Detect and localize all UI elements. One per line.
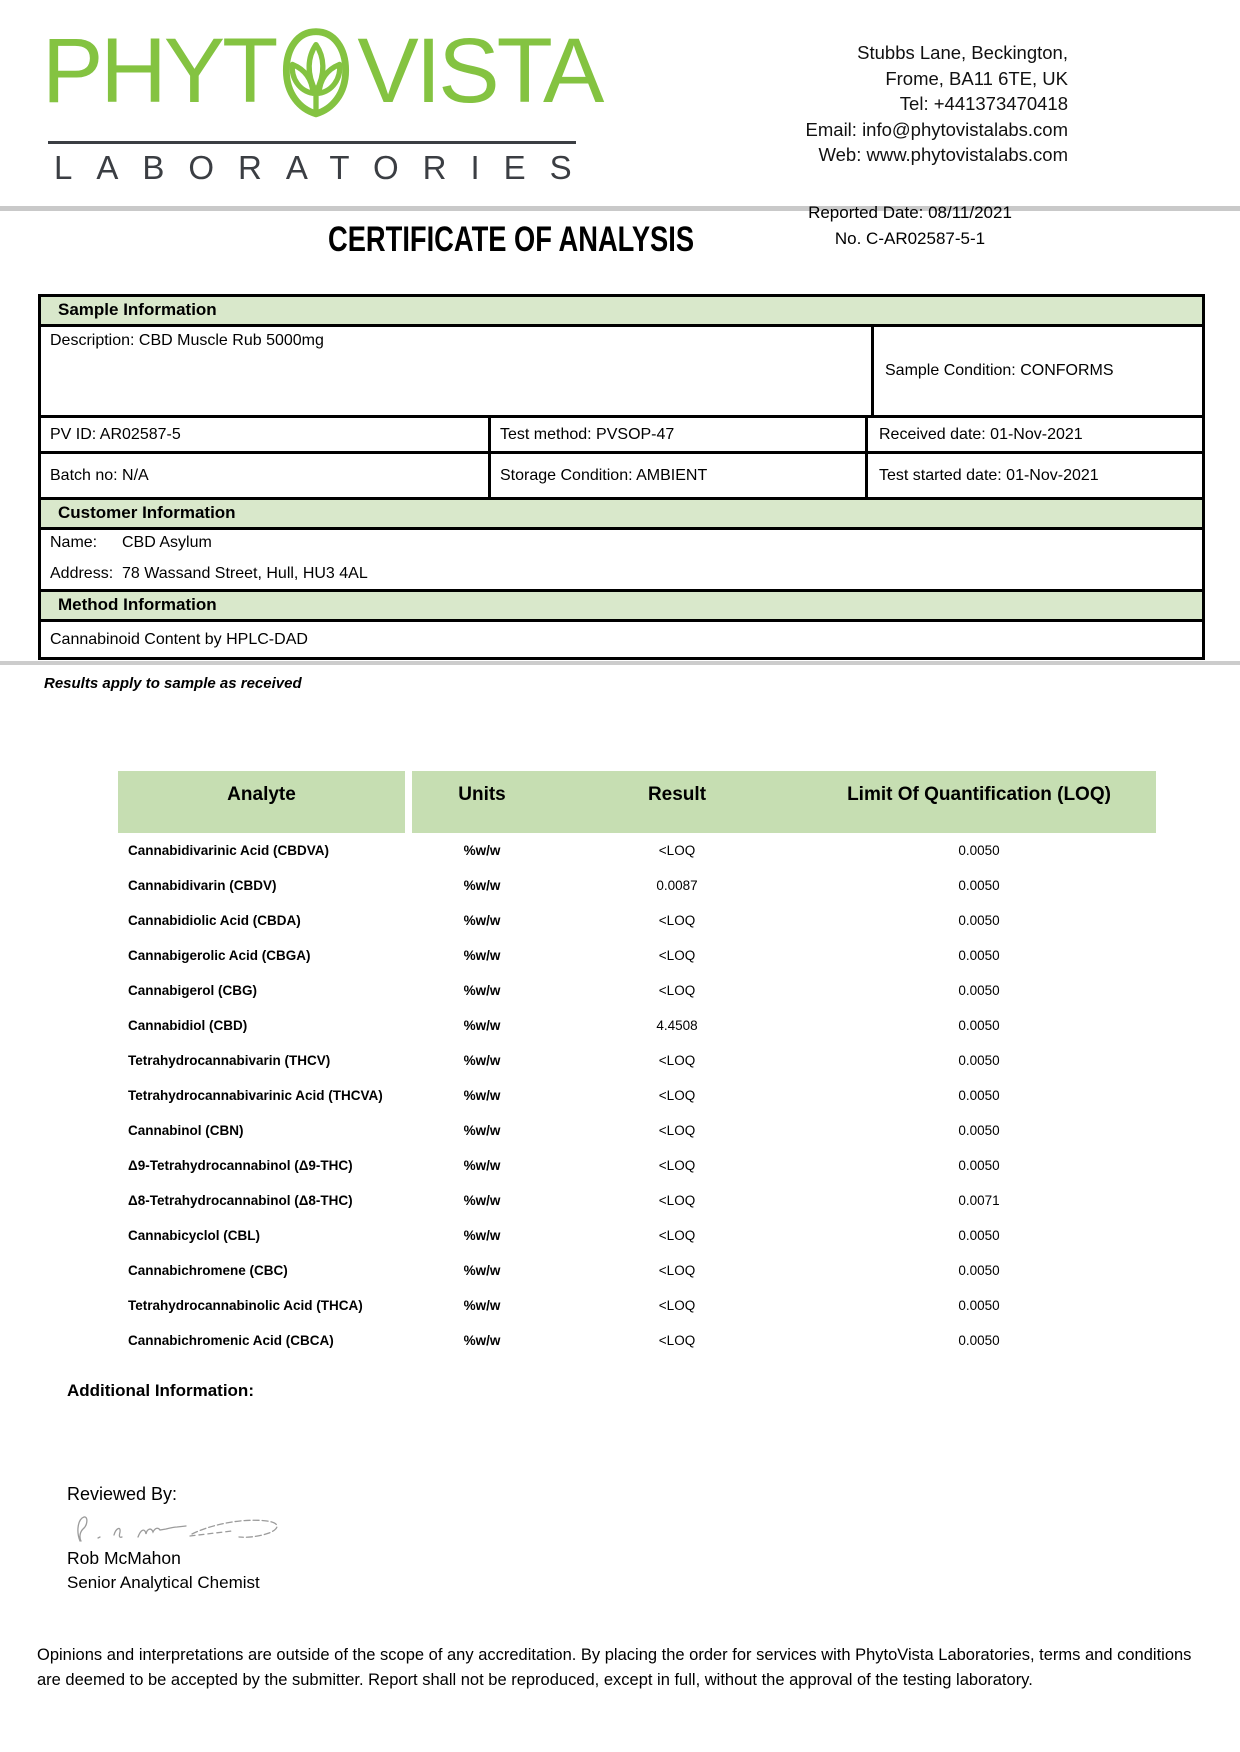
analyte-result: <LOQ <box>658 1333 696 1348</box>
table-row <box>118 833 1156 868</box>
analyte-units: %w/w <box>463 1123 501 1138</box>
logo-text-left: PHYT <box>42 20 276 122</box>
analyte-name: Tetrahydrocannabinolic Acid (THCA) <box>128 1298 363 1313</box>
customer-address-value: 78 Wassand Street, Hull, HU3 4AL <box>122 565 368 582</box>
analyte-loq: 0.0050 <box>958 1158 1000 1173</box>
analyte-result: <LOQ <box>658 1263 696 1278</box>
analyte-loq: 0.0050 <box>958 1123 1000 1138</box>
logo-text-right: VISTA <box>357 20 602 122</box>
analyte-result: <LOQ <box>658 1053 696 1068</box>
analyte-loq: 0.0050 <box>958 1088 1000 1103</box>
section-header-method-information: Method Information <box>41 592 1202 622</box>
analyte-units: %w/w <box>463 1333 501 1348</box>
analyte-result: <LOQ <box>658 1158 696 1173</box>
reported-date: Reported Date: 08/11/2021 <box>808 203 1012 222</box>
table-row <box>118 868 1156 903</box>
analyte-name: Cannabicyclol (CBL) <box>128 1228 261 1243</box>
analyte-units: %w/w <box>463 1158 501 1173</box>
table-row <box>118 1113 1156 1148</box>
contact-tel: Tel: +441373470418 <box>899 93 1068 114</box>
table-row <box>41 327 1202 418</box>
section-divider-line <box>0 661 1240 665</box>
leaf-logo-icon <box>278 22 354 122</box>
test-started-date: Test started date: 01-Nov-2021 <box>879 466 1099 484</box>
table-row <box>118 1323 1156 1358</box>
section-header-customer-information: Customer Information <box>41 500 1202 530</box>
analyte-result: <LOQ <box>658 983 696 998</box>
page-title: CERTIFICATE OF ANALYSIS <box>328 220 695 259</box>
contact-address-line2: Frome, BA11 6TE, UK <box>885 67 1068 89</box>
column-header-units: Units <box>458 784 506 805</box>
analyte-name: Cannabichromenic Acid (CBCA) <box>128 1333 334 1348</box>
analyte-name: Δ9-Tetrahydrocannabinol (Δ9-THC) <box>128 1158 353 1173</box>
header-divider-line <box>0 206 1240 211</box>
analyte-units: %w/w <box>463 1088 501 1103</box>
table-row <box>118 1253 1156 1288</box>
column-header-result: Result <box>647 784 707 805</box>
analyte-loq: 0.0050 <box>958 1053 1000 1068</box>
additional-information-label: Additional Information: <box>67 1381 254 1400</box>
contact-address-line1: Stubbs Lane, Beckington, <box>857 42 1068 63</box>
results-note: Results apply to sample as received <box>44 675 302 692</box>
analyte-result: <LOQ <box>658 913 696 928</box>
customer-address-label: Address: <box>50 565 114 582</box>
table-row <box>118 1043 1156 1078</box>
customer-address <box>50 565 1202 583</box>
analyte-name: Cannabidivarin (CBDV) <box>128 878 277 893</box>
table-row <box>118 938 1156 973</box>
analyte-loq: 0.0050 <box>958 843 1000 858</box>
report-number: No. C-AR02587-5-1 <box>834 229 986 248</box>
analyte-loq: 0.0050 <box>958 1263 1000 1278</box>
analyte-name: Tetrahydrocannabivarin (THCV) <box>128 1053 331 1068</box>
analyte-result: <LOQ <box>658 843 696 858</box>
table-row <box>118 973 1156 1008</box>
batch-no: Batch no: N/A <box>41 454 491 497</box>
analyte-name: Cannabidiol (CBD) <box>128 1018 248 1033</box>
header-gap <box>405 771 412 833</box>
report-meta <box>770 200 1050 252</box>
method-description: Cannabinoid Content by HPLC-DAD <box>50 630 308 648</box>
analyte-loq: 0.0050 <box>958 1228 1000 1243</box>
analyte-result: <LOQ <box>658 1298 696 1313</box>
received-date: Received date: 01-Nov-2021 <box>879 425 1083 443</box>
analyte-units: %w/w <box>463 948 501 963</box>
column-header-analyte: Analyte <box>118 771 405 833</box>
analyte-name: Δ8-Tetrahydrocannabinol (Δ8-THC) <box>128 1193 353 1208</box>
table-row <box>118 1078 1156 1113</box>
table-row <box>118 1148 1156 1183</box>
analyte-name: Cannabinol (CBN) <box>128 1123 244 1138</box>
reviewer-name: Rob McMahon <box>67 1548 181 1568</box>
table-row <box>41 418 1202 454</box>
analyte-name: Cannabigerolic Acid (CBGA) <box>128 948 311 963</box>
analyte-loq: 0.0050 <box>958 948 1000 963</box>
column-header-loq: Limit Of Quantification (LOQ) <box>847 784 1111 805</box>
analyte-units: %w/w <box>463 1263 501 1278</box>
analyte-units: %w/w <box>463 1018 501 1033</box>
analyte-result: <LOQ <box>658 1123 696 1138</box>
analyte-results-table <box>118 771 1156 1358</box>
analyte-loq: 0.0071 <box>958 1193 1000 1208</box>
analyte-units: %w/w <box>463 1193 501 1208</box>
customer-name-label: Name: <box>50 534 98 551</box>
table-row <box>118 1288 1156 1323</box>
analyte-name: Cannabichromene (CBC) <box>128 1263 288 1278</box>
phytovista-logo <box>42 20 601 122</box>
logo-subtitle: LABORATORIES <box>54 149 596 186</box>
analyte-result: 4.4508 <box>656 1018 698 1033</box>
analyte-loq: 0.0050 <box>958 1333 1000 1348</box>
analyte-units: %w/w <box>463 1228 501 1243</box>
analyte-name: Tetrahydrocannabivarinic Acid (THCVA) <box>128 1088 383 1103</box>
customer-name <box>50 534 1202 552</box>
info-table <box>38 294 1205 660</box>
logo-divider <box>48 141 576 144</box>
analyte-name: Cannabigerol (CBG) <box>128 983 258 998</box>
footer-disclaimer: Opinions and interpretations are outside of the scope of any accreditation. By placing the order for services with PhytoVista Laboratories, terms and conditions are deemed to be accepted by the submitter. Report shall not be reproduced, except in full, without the approval of the testing laboratory. <box>37 1646 1192 1689</box>
lab-contact-block <box>806 40 1068 168</box>
analyte-name: Cannabidiolic Acid (CBDA) <box>128 913 301 928</box>
table-row <box>118 1008 1156 1043</box>
analyte-result: <LOQ <box>658 1228 696 1243</box>
header-right-group <box>412 771 1156 833</box>
pv-id: PV ID: AR02587-5 <box>41 418 491 451</box>
analyte-units: %w/w <box>463 1298 501 1313</box>
sample-description: Description: CBD Muscle Rub 5000mg <box>41 327 874 415</box>
results-table-header <box>118 771 1156 833</box>
table-row <box>118 1183 1156 1218</box>
section-header-sample-information: Sample Information <box>41 297 1202 327</box>
sample-condition: Sample Condition: CONFORMS <box>885 362 1114 379</box>
analyte-result: <LOQ <box>658 1088 696 1103</box>
analyte-units: %w/w <box>463 1053 501 1068</box>
analyte-loq: 0.0050 <box>958 983 1000 998</box>
analyte-units: %w/w <box>463 913 501 928</box>
analyte-name: Cannabidivarinic Acid (CBDVA) <box>128 843 330 858</box>
storage-condition: Storage Condition: AMBIENT <box>491 454 868 497</box>
analyte-loq: 0.0050 <box>958 1018 1000 1033</box>
table-row <box>118 903 1156 938</box>
analyte-loq: 0.0050 <box>958 913 1000 928</box>
reviewer-title: Senior Analytical Chemist <box>67 1573 260 1592</box>
table-row <box>41 454 1202 500</box>
analyte-loq: 0.0050 <box>958 878 1000 893</box>
test-method: Test method: PVSOP-47 <box>491 418 868 451</box>
contact-web: Web: www.phytovistalabs.com <box>818 144 1068 165</box>
analyte-units: %w/w <box>463 983 501 998</box>
customer-details <box>41 530 1202 592</box>
analyte-result: 0.0087 <box>656 878 698 893</box>
reviewed-by-label: Reviewed By: <box>67 1484 178 1504</box>
analyte-units: %w/w <box>463 843 501 858</box>
analyte-result: <LOQ <box>658 948 696 963</box>
analyte-result: <LOQ <box>658 1193 696 1208</box>
table-row <box>118 1218 1156 1253</box>
customer-name-value: CBD Asylum <box>122 534 212 551</box>
analyte-loq: 0.0050 <box>958 1298 1000 1313</box>
contact-email: Email: info@phytovistalabs.com <box>805 118 1068 140</box>
analyte-units: %w/w <box>463 878 501 893</box>
